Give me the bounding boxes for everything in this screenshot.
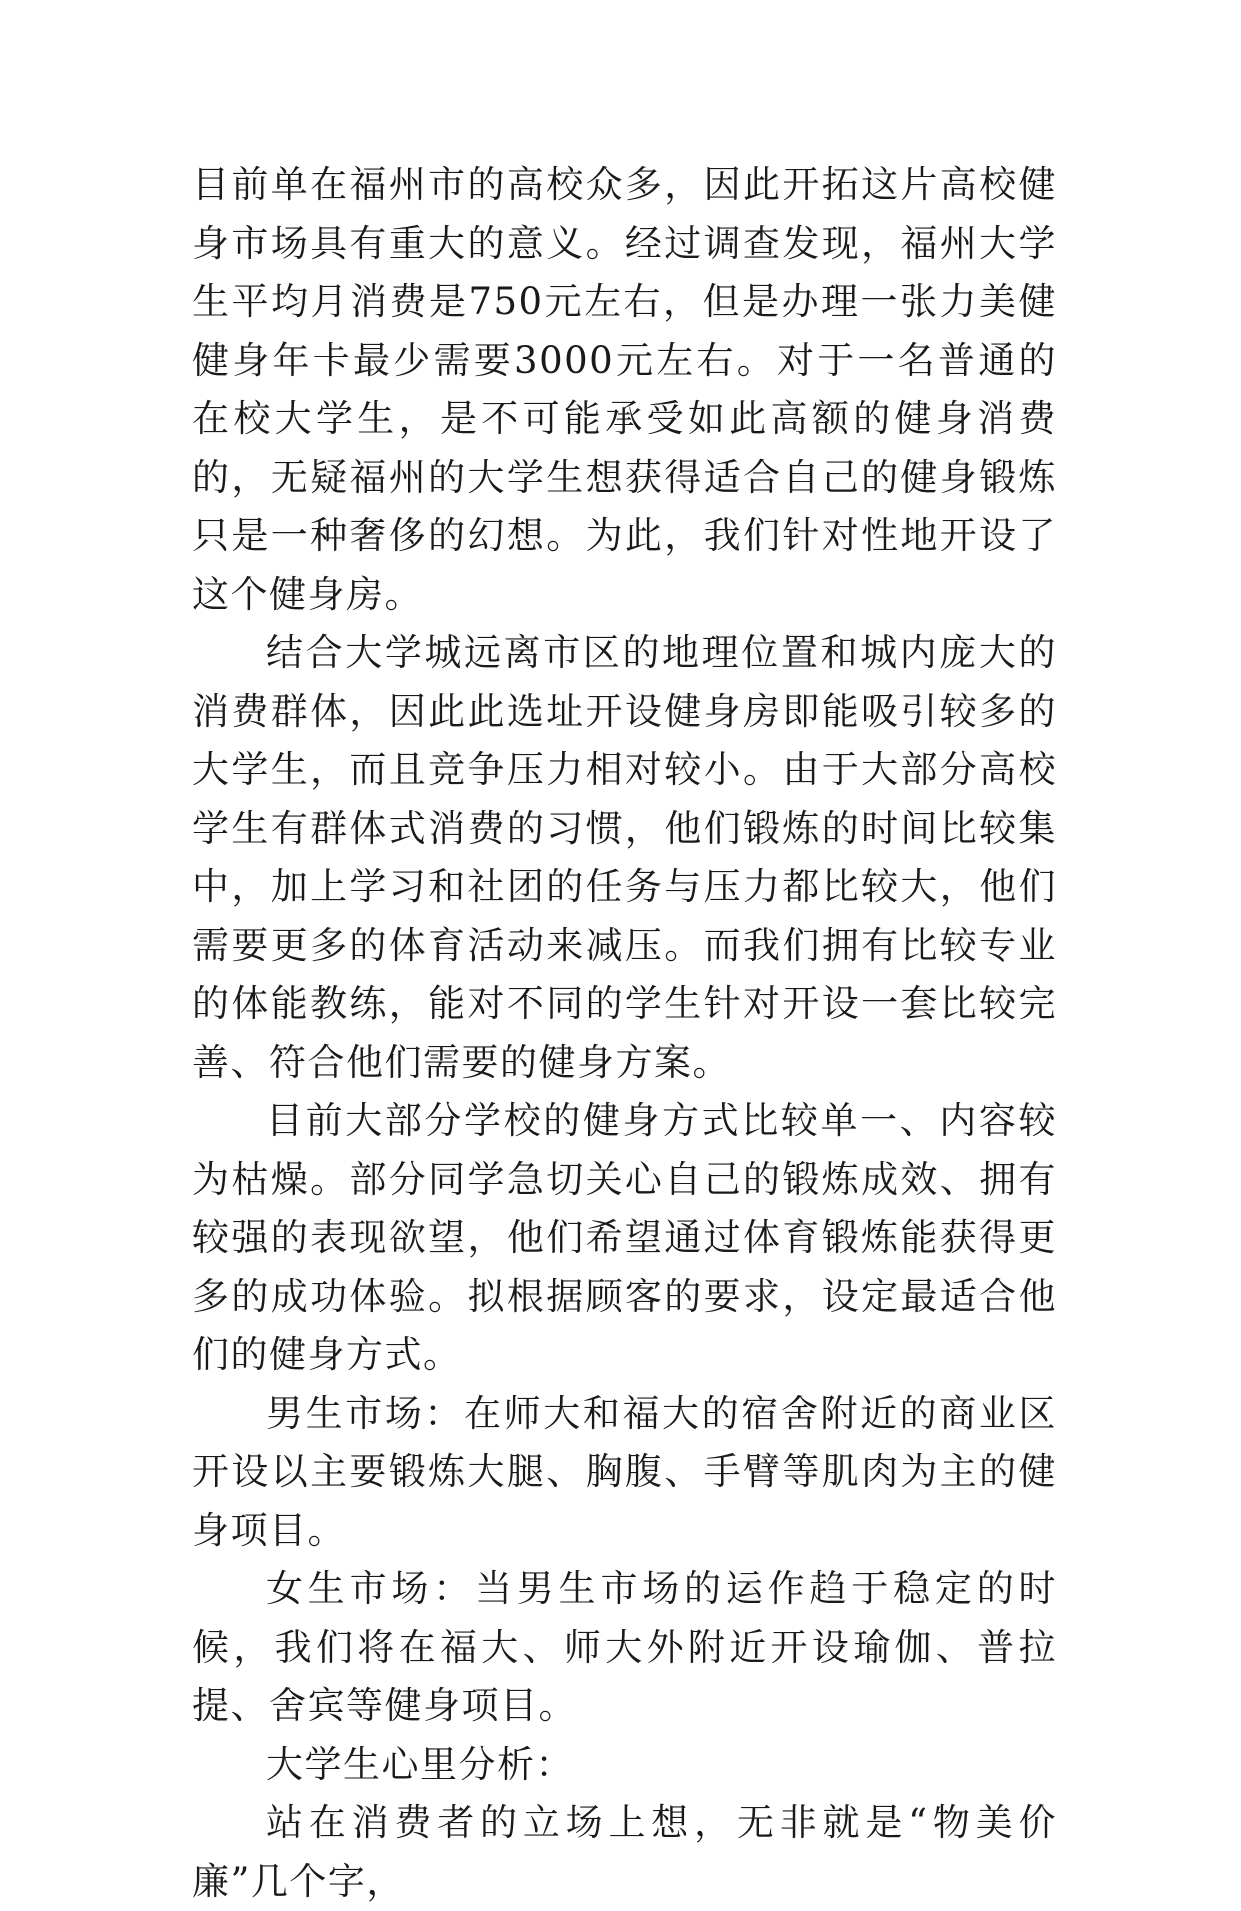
- paragraph-male-market: 男生市场：在师大和福大的宿舍附近的商业区开设以主要锻炼大腿、胸腹、手臂等肌肉为主的健身项目。: [192, 1391, 1057, 1552]
- paragraph-location-advantage: 结合大学城远离市区的地理位置和城内庞大的消费群体，因此此选址开设健身房即能吸引较多的大学生，而且竞争压力相对较小。由于大部分高校学生有群体式消费的习惯，他们锻炼的时间比较集中，加上学习和社团的任务与压力都比较大，他们需要更多的体育活动来减压。而我们拥有比较专业的体能教练，能对不同的学生针对开设一套比较完善、符合他们需要的健身方案。: [192, 631, 1057, 1084]
- document-body: [192, 156, 1057, 1911]
- paragraph-psychology-heading: 大学生心里分析：: [266, 1742, 574, 1786]
- paragraph-market-background: 目前单在福州市的高校众多，因此开拓这片高校健身市场具有重大的意义。经过调查发现，福州大学生平均月消费是750元左右，但是办理一张力美健健身年卡最少需要3000元左右。对于一名普通的在校大学生，是不可能承受如此高额的健身消费的，无疑福州的大学生想获得适合自己的健身锻炼只是一种奢侈的幻想。为此，我们针对性地开设了这个健身房。: [192, 163, 1057, 616]
- paragraph-consumer-view: 站在消费者的立场上想，无非就是“物美价廉”几个字，: [192, 1801, 1057, 1903]
- paragraph-female-market: 女生市场：当男生市场的运作趋于稳定的时候，我们将在福大、师大外附近开设瑜伽、普拉提、舍宾等健身项目。: [192, 1567, 1057, 1727]
- paragraph-fitness-methods: 目前大部分学校的健身方式比较单一、内容较为枯燥。部分同学急切关心自己的锻炼成效、拥有较强的表现欲望，他们希望通过体育锻炼能获得更多的成功体验。拟根据顾客的要求，设定最适合他们的健身方式。: [192, 1099, 1057, 1376]
